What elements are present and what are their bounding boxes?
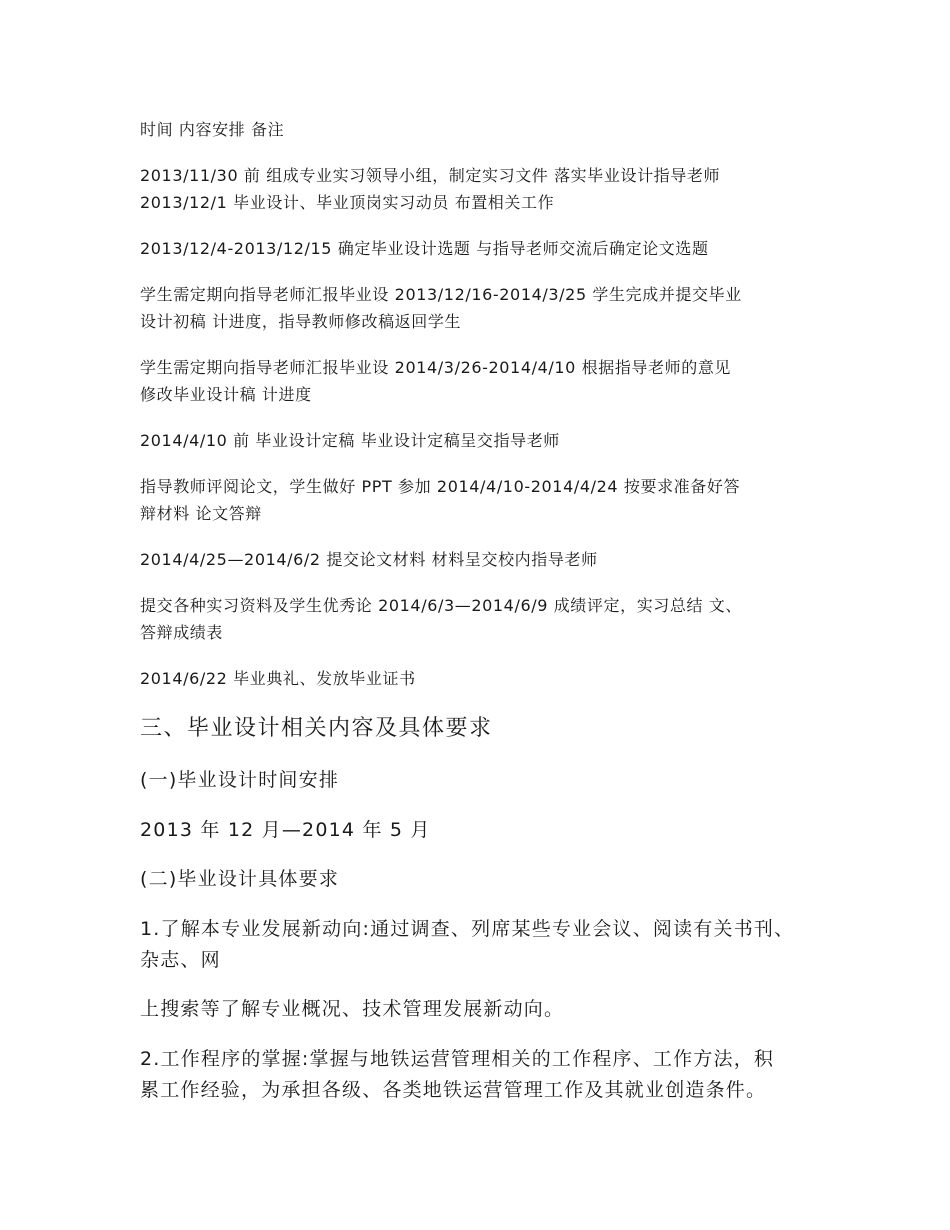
requirement-continuation: 上搜索等了解专业概况、技术管理发展新动向。 [140,998,565,1020]
period-text: 2013 年 12 月—2014 年 5 月 [140,819,431,841]
requirement-line: 1.了解本专业发展新动向:通过调查、列席某些专业会议、阅读有关书刊、 [140,918,795,940]
requirement-line: 杂志、网 [140,949,221,971]
schedule-row-line: 2013/12/1 毕业设计、毕业顶岗实习动员 布置相关工作 [140,193,555,212]
schedule-row-line: 2013/11/30 前 组成专业实习领导小组，制定实习文件 落实毕业设计指导老师 [140,166,721,185]
schedule-row [140,427,820,454]
schedule-row [140,235,820,262]
section-heading: 三、毕业设计相关内容及具体要求 [140,716,493,741]
document-page [140,0,820,1230]
schedule-row-line: 设计初稿 计进度，指导教师修改稿返回学生 [140,312,462,331]
schedule-header: 时间 内容安排 备注 [140,120,285,139]
subsection-heading: (一)毕业设计时间安排 [140,769,340,791]
schedule-row-line: 2014/6/22 毕业典礼、发放毕业证书 [140,669,416,688]
schedule-row-line: 学生需定期向指导老师汇报毕业设 2013/12/16-2014/3/25 学生完成并提交毕业 [140,285,742,304]
schedule-row [140,665,820,692]
schedule-row [140,281,820,335]
schedule-row-line: 学生需定期向指导老师汇报毕业设 2014/3/26-2014/4/10 根据指导老师的意见 [140,358,732,377]
requirement-line: 2.工作程序的掌握:掌握与地铁运营管理相关的工作程序、工作方法，积 [140,1048,775,1070]
requirement-line: 累工作经验，为承担各级、各类地铁运营管理工作及其就业创造条件。 [140,1079,767,1101]
subsection-heading: (二)毕业设计具体要求 [140,868,340,890]
schedule-row-line: 辩材料 论文答辩 [140,504,262,523]
schedule-row [140,354,820,408]
requirement-item [140,914,820,976]
schedule-row-line: 答辩成绩表 [140,623,224,642]
schedule-row-line: 指导教师评阅论文，学生做好 PPT 参加 2014/4/10-2014/4/24 按要求准备好答 [140,477,741,496]
schedule-row [140,546,820,573]
schedule-row [140,592,820,646]
schedule-row-line: 2014/4/10 前 毕业设计定稿 毕业设计定稿呈交指导老师 [140,431,560,450]
schedule-row [140,162,820,216]
schedule-row-line: 提交各种实习资料及学生优秀论 2014/6/3—2014/6/9 成绩评定，实习总结 文、 [140,596,742,615]
schedule-row-line: 2013/12/4-2013/12/15 确定毕业设计选题 与指导老师交流后确定论文选题 [140,239,709,258]
schedule-row-line: 修改毕业设计稿 计进度 [140,385,312,404]
schedule-row-line: 2014/4/25—2014/6/2 提交论文材料 材料呈交校内指导老师 [140,550,598,569]
requirement-item [140,1044,820,1106]
schedule-row [140,473,820,527]
